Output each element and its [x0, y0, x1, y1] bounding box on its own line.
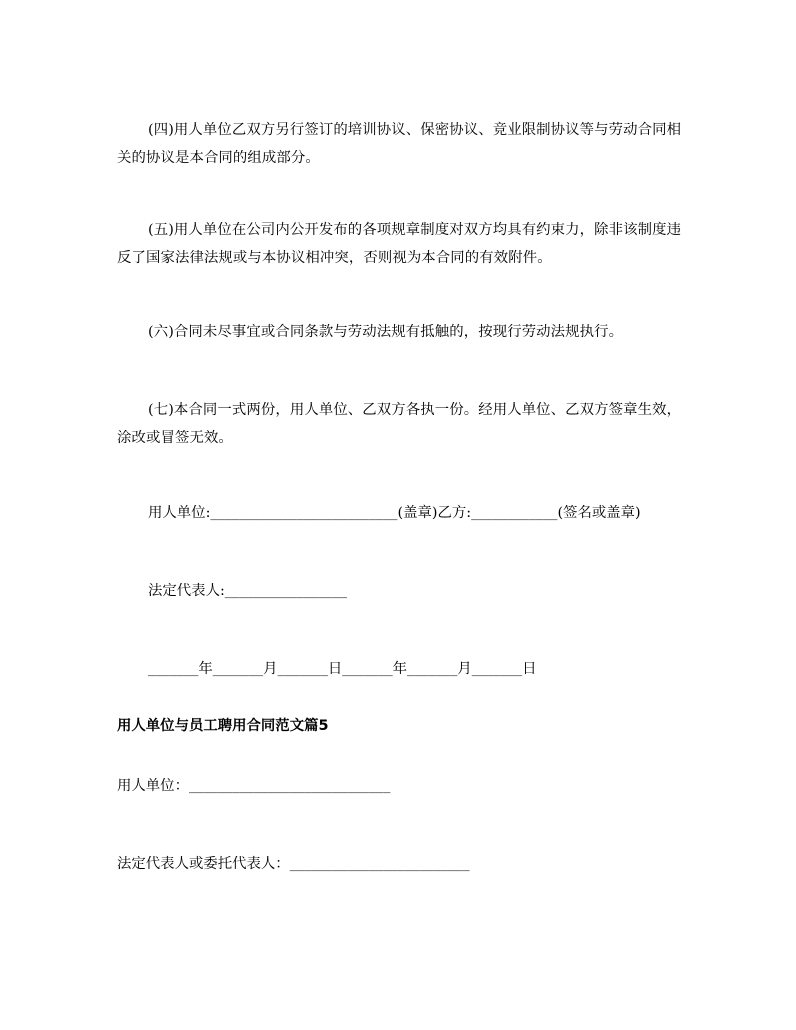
employer-field: 用人单位：____________________________	[117, 778, 391, 794]
employer-signature-line: 用人单位:__________________________(盖章)乙方:____________(签名或盖章)	[148, 505, 641, 521]
clause-7: (七)本合同一式两份，用人单位、乙双方各执一份。经用人单位、乙双方签章生效，涂改或冒签无效。	[117, 402, 682, 446]
legal-representative-line: 法定代表人:_________________	[148, 583, 348, 599]
clause-6: (六)合同未尽事宜或合同条款与劳动法规有抵触的，按现行劳动法规执行。	[148, 324, 624, 340]
clause-5: (五)用人单位在公司内公开发布的各项规章制度对双方均具有约束力，除非该制度违反了国家法律法规或与本协议相冲突，否则视为本合同的有效附件。	[117, 222, 682, 266]
section-heading: 用人单位与员工聘用合同范文篇5	[117, 718, 329, 734]
date-line: _______年_______月_______日_______年_______月_______日	[148, 661, 537, 677]
clause-4: (四)用人单位乙双方另行签订的培训协议、保密协议、竞业限制协议等与劳动合同相关的协议是本合同的组成部分。	[117, 122, 682, 166]
representative-field: 法定代表人或委托代表人：_________________________	[117, 856, 470, 872]
